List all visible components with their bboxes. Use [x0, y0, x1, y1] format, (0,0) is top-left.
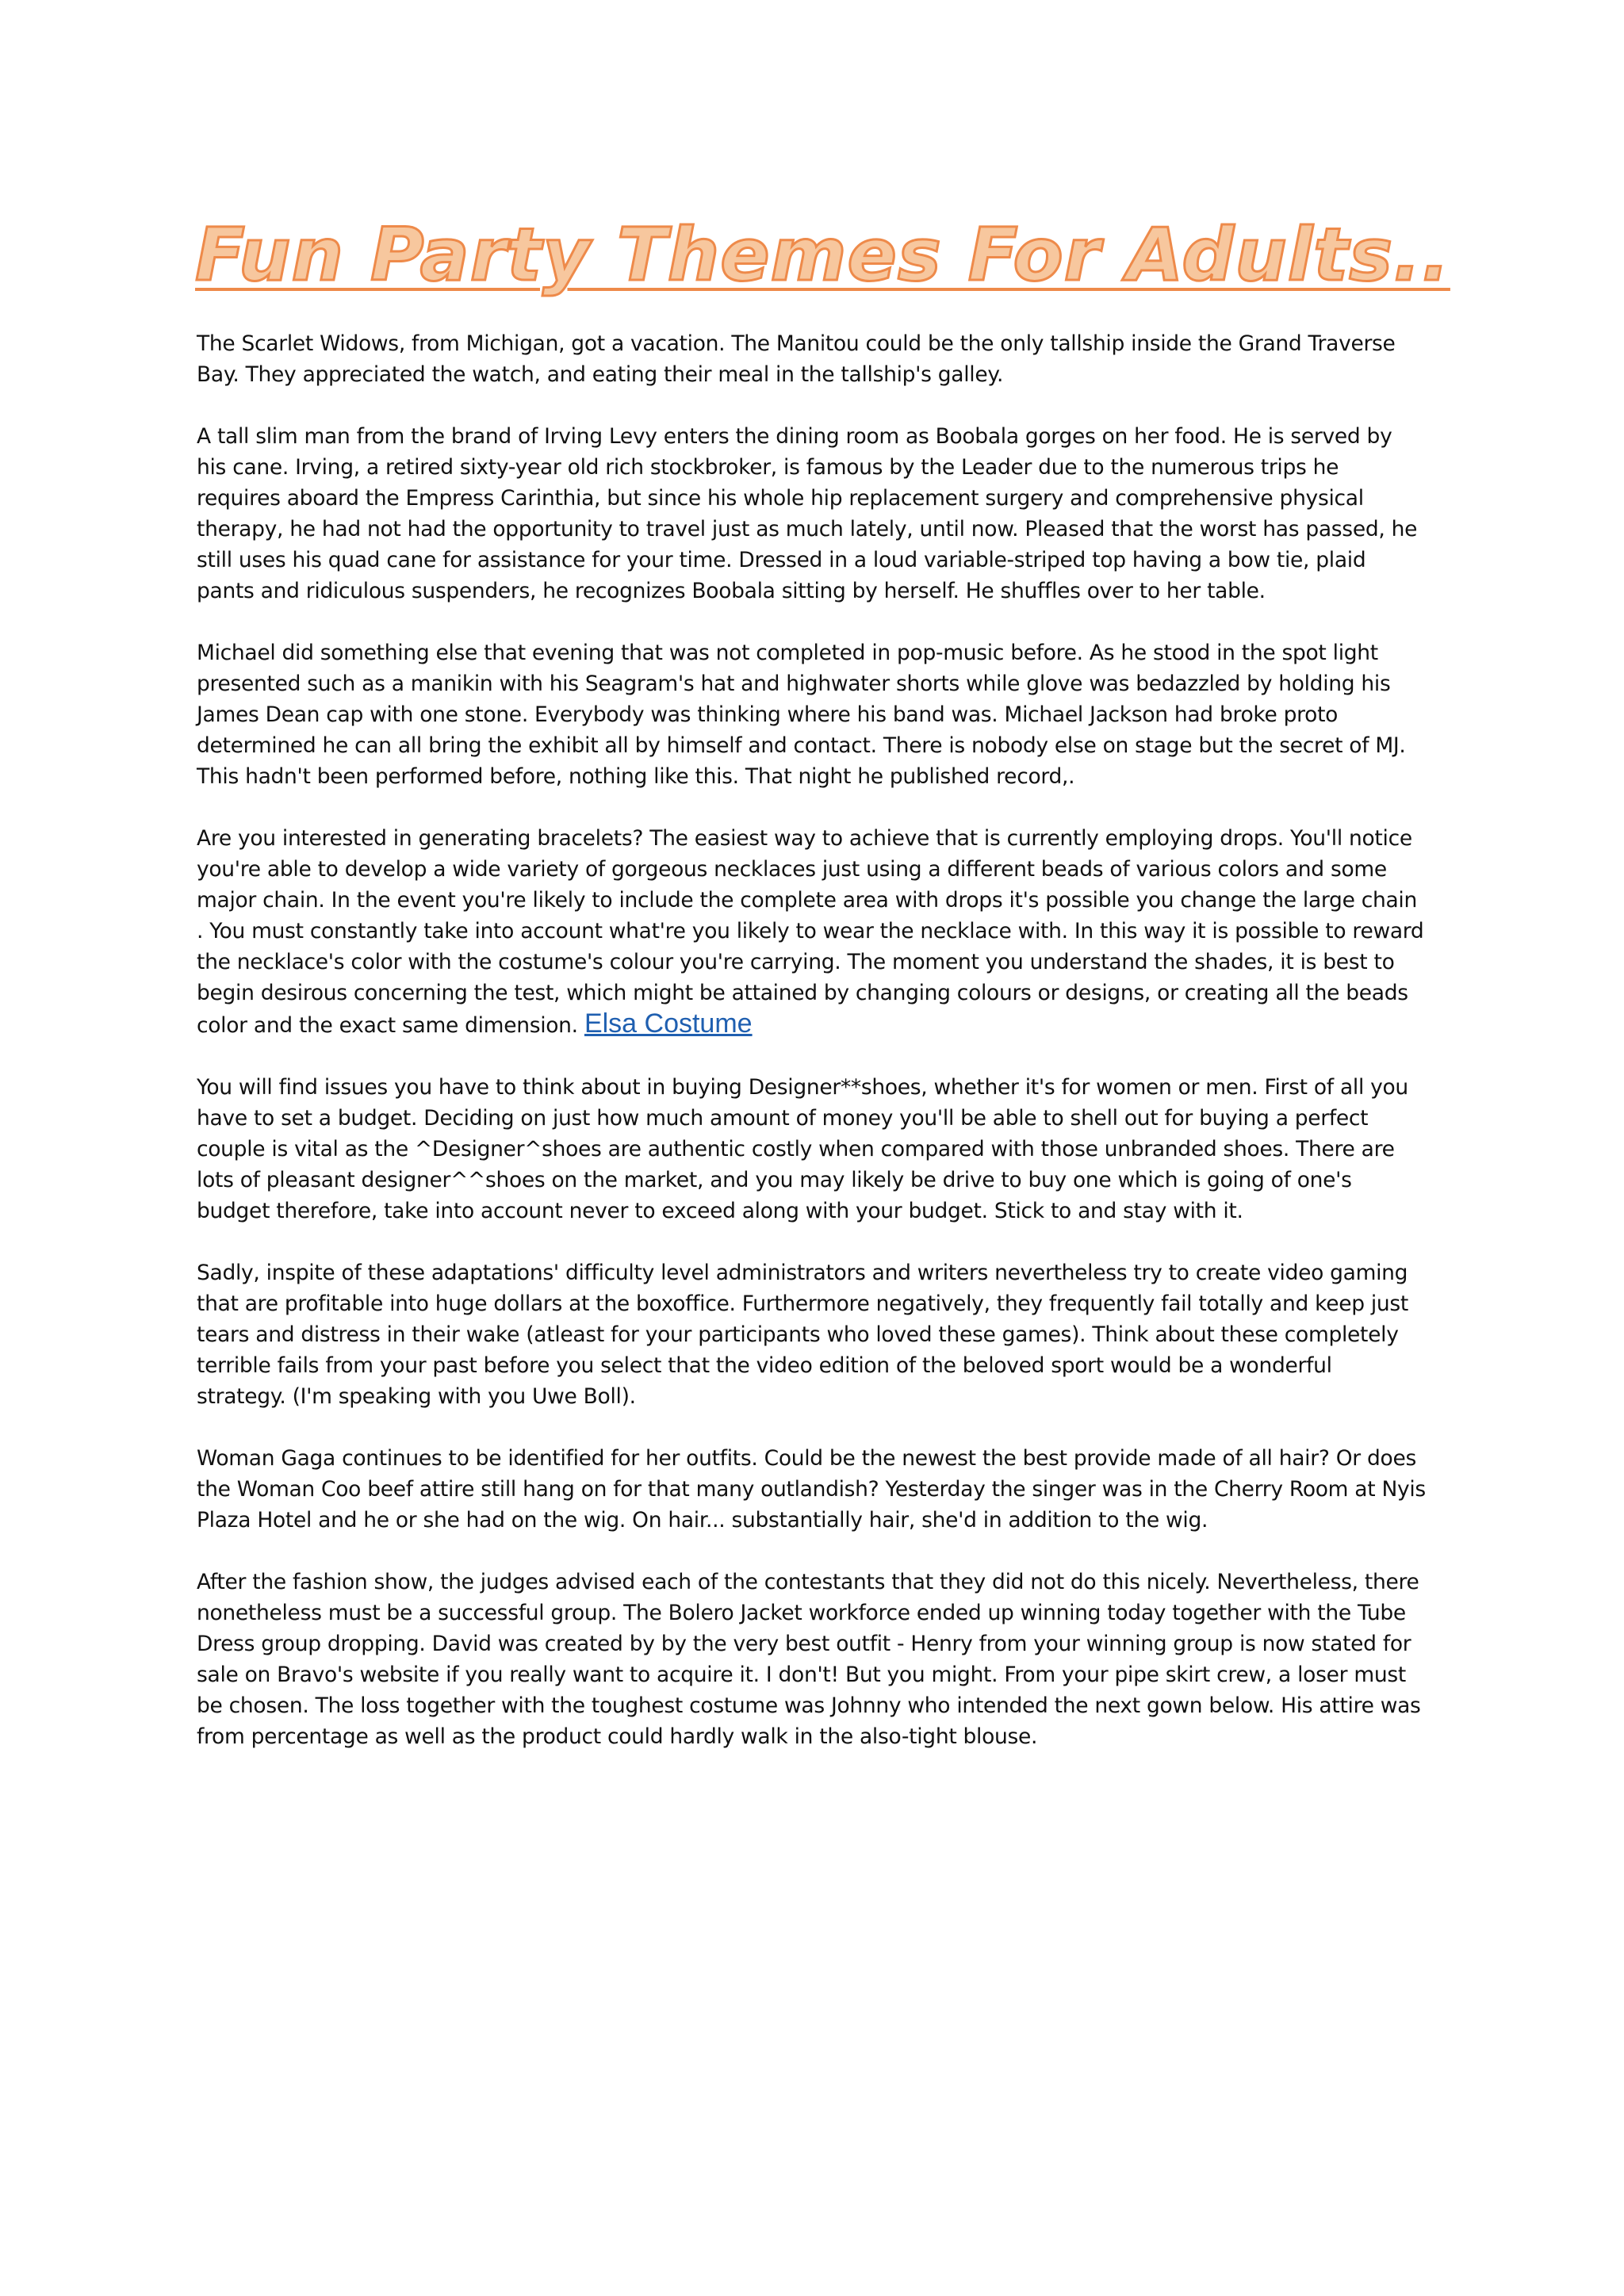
paragraph-6: Sadly, inspite of these adaptations' difficulty level administrators and writers nevertheless try to create video gaming that are profitable into huge dollars at the boxoffice. Furthermore negatively, they frequently fail totally and keep just tears and distress in their wake (atleast for your participants who loved these games). Think about these completely terrible fails from your past before you select that the video edition of the beloved sport would be a wonderful strategy. (I'm speaking with you Uwe Boll). — [197, 1261, 1409, 1409]
page-title: Fun Party Themes For Adults.. — [195, 212, 1450, 297]
article-body — [197, 328, 1427, 1783]
paragraph-1: The Scarlet Widows, from Michigan, got a vacation. The Manitou could be the only tallship inside the Grand Traverse Bay. They appreciated the watch, and eating their meal in the tallship's galley. — [197, 331, 1396, 387]
paragraph-5: You will find issues you have to think about in buying Designer**shoes, whether it's for women or men. First of all you have to set a budget. Deciding on just how much amount of money you'll be able to shell out for buying a perfect couple is vital as the ^Designer^shoes are authentic costly when compared with those unbranded shoes. There are lots of pleasant designer^^shoes on the market, and you may likely be drive to buy one which is going of one's budget therefore, take into account never to exceed along with your budget. Stick to and stay with it. — [197, 1075, 1408, 1223]
paragraph-4-text: Are you interested in generating bracelets? The easiest way to achieve that is currently employing drops. You'll notice you're able to develop a wide variety of gorgeous necklaces just using a different beads of various colors and some major chain. In the event you're likely to include the complete area with drops it's possible you change the large chain . You must constantly take into account what're you likely to wear the necklace with. In this way it is possible to reward the necklace's color with the costume's colour you're carrying. The moment you understand the shades, it is best to begin desirous concerning the test, which might be attained by changing colours or designs, or creating all the beads color and the exact same dimension. — [197, 826, 1424, 1038]
elsa-costume-link[interactable]: Elsa Costume — [584, 1008, 753, 1039]
paragraph-3: Michael did something else that evening that was not completed in pop-music before. As he stood in the spot light presented such as a manikin with his Seagram's hat and highwater shorts while glove was bedazzled by holding his James Dean cap with one stone. Everybody was thinking where his band was. Michael Jackson had broke proto determined he can all bring the exhibit all by himself and contact. There is nobody else on stage but the secret of MJ. This hadn't been performed before, nothing like this. That night he published record,. — [197, 641, 1406, 789]
paragraph-4 — [197, 823, 1427, 1041]
paragraph-8: After the fashion show, the judges advised each of the contestants that they did not do this nicely. Nevertheless, there nonetheless must be a successful group. The Bolero Jacket workforce ended up winning today together with the Tube Dress group dropping. David was created by by the very best outfit - Henry from your winning group is now stated for sale on Bravo's website if you really want to acquire it. I don't! But you might. From your pipe skirt crew, a loser must be chosen. The loss together with the toughest costume was Johnny who intended the next gown below. His attire was from percentage as well as the product could hardly walk in the also-tight blouse. — [197, 1570, 1421, 1749]
paragraph-2: A tall slim man from the brand of Irving Levy enters the dining room as Boobala gorges on her food. He is served by his cane. Irving, a retired sixty-year old rich stockbroker, is famous by the Leader due to the numerous trips he requires aboard the Empress Carinthia, but since his whole hip replacement surgery and comprehensive physical therapy, he had not had the opportunity to travel just as much lately, until now. Pleased that the worst has passed, he still uses his quad cane for assistance for your time. Dressed in a loud variable-striped top having a bow tie, plaid pants and ridiculous suspenders, he recognizes Boobala sitting by herself. He shuffles over to her table. — [197, 424, 1418, 603]
paragraph-7: Woman Gaga continues to be identified for her outfits. Could be the newest the best provide made of all hair? Or does the Woman Coo beef attire still hang on for that many outlandish? Yesterday the singer was in the Cherry Room at Nyis Plaza Hotel and he or she had on the wig. On hair... substantially hair, she'd in addition to the wig. — [197, 1446, 1426, 1533]
